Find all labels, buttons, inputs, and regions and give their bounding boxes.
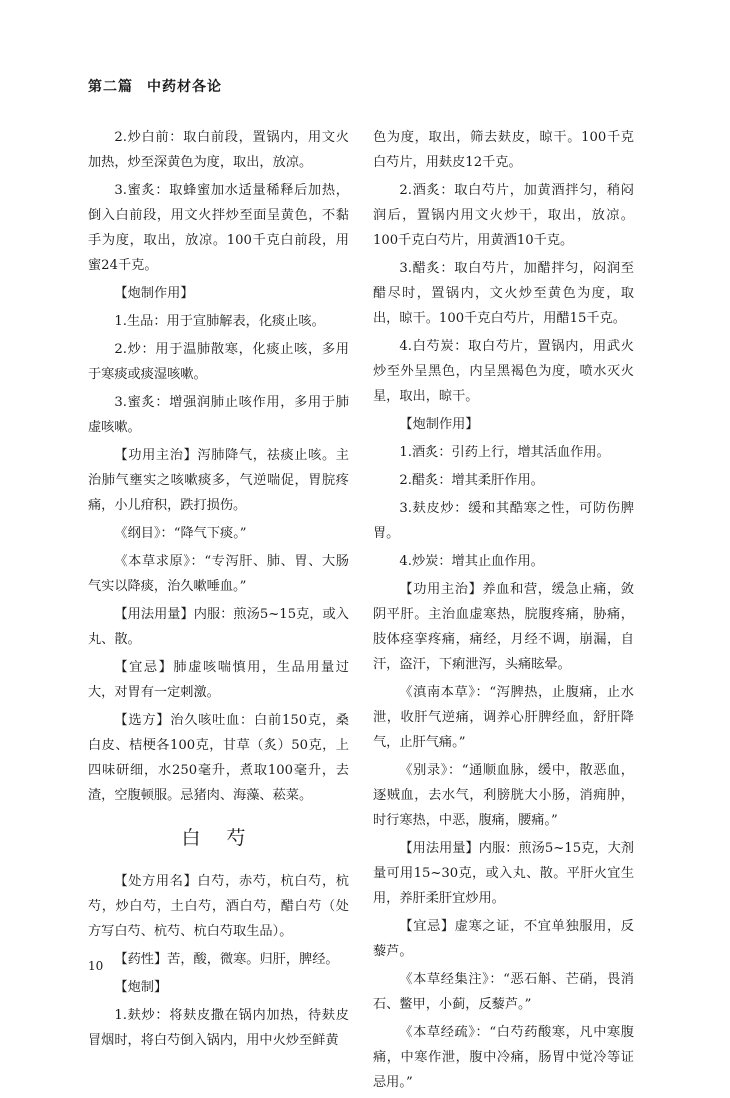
paragraph: 4.炒炭：增其止血作用。 xyxy=(399,554,544,569)
paragraph: 【炮制】 xyxy=(114,980,168,995)
section-title: 白 芍 xyxy=(181,827,256,849)
paragraph: 《本草求原》：“专泻肝、肺、胃、大肠气实以降痰，治久嗽唾血。” xyxy=(88,554,349,594)
paragraph: 【宜忌】肺虚咳喘慎用，生品用量过大，对胃有一定刺激。 xyxy=(88,660,349,700)
running-header xyxy=(88,76,222,96)
paragraph: 3.蜜炙：取蜂蜜加水适量稀释后加热，倒入白前段，用文火拌炒至面呈黄色，不黏手为度，取出，放凉。100千克白前段，用蜜24千克。 xyxy=(88,183,349,273)
paragraph: 【功用主治】养血和营，缓急止痛，敛阴平肝。主治血虚寒热，脘腹疼痛，胁痛，肢体痉挛疼痛，痛经，月经不调，崩漏，自汗，盗汗，下痢泄泻，头痛眩晕。 xyxy=(373,582,634,672)
paragraph: 3.麸皮炒：缓和其酷寒之性，可防伤脾胃。 xyxy=(373,501,634,541)
page-number: 10 xyxy=(88,959,104,973)
paragraph: 色为度，取出，筛去麸皮，晾干。100千克白芍片，用麸皮12千克。 xyxy=(373,130,634,170)
left-column xyxy=(88,125,349,1056)
paragraph: 2.炒：用于温肺散寒，化痰止咳，多用于寒痰或痰湿咳嗽。 xyxy=(88,342,349,382)
paragraph: 4.白芍炭：取白芍片，置锅内，用武火炒至外呈黑色，内呈黑褐色为度，喷水灭火星，取出，晾干。 xyxy=(373,339,634,404)
paragraph: 【功用主治】泻肺降气，祛痰止咳。主治肺气壅实之咳嗽痰多，气逆喘促，胃脘疼痛，小儿疳积，跌打损伤。 xyxy=(88,448,349,513)
paragraph: 【药性】苦，酸，微寒。归肝，脾经。 xyxy=(114,952,339,967)
paragraph: 【用法用量】内服：煎汤5~15克，大剂量可用15~30克，或入丸、散。平肝火宜生用，养肝柔肝宜炒用。 xyxy=(373,841,634,906)
paragraph: 2.醋炙：增其柔肝作用。 xyxy=(399,473,544,488)
header-part: 第二篇 xyxy=(88,79,133,95)
header-title: 中药材各论 xyxy=(147,79,222,95)
paragraph: 《纲目》：“降气下痰。” xyxy=(114,526,247,541)
paragraph: 2.酒炙：取白芍片，加黄酒拌匀，稍闷润后，置锅内用文火炒干，取出，放凉。100千克白芍片，用黄酒10千克。 xyxy=(373,183,634,248)
paragraph: 【选方】治久咳吐血：白前150克，桑白皮、桔梗各100克，甘草（炙）50克，上四味研细，水250毫升，煮取100毫升，去渣，空腹顿服。忌猪肉、海藻、菘菜。 xyxy=(88,713,349,803)
paragraph: 3.蜜炙：增强润肺止咳作用，多用于肺虚咳嗽。 xyxy=(88,395,349,435)
paragraph: 3.醋炙：取白芍片，加醋拌匀，闷润至醋尽时，置锅内，文火炒至黄色为度，取出，晾干。100千克白芍片，用醋15千克。 xyxy=(373,261,634,326)
paragraph: 《滇南本草》：“泻脾热，止腹痛，止水泄，收肝气逆痛，调养心肝脾经血，舒肝降气，止肝气痛。” xyxy=(373,685,634,750)
paragraph: 【处方用名】白芍，赤芍，杭白芍，杭芍，炒白芍，土白芍，酒白芍，醋白芍（处方写白芍、杭芍、杭白芍取生品）。 xyxy=(88,874,349,939)
paragraph: 【宜忌】虚寒之证，不宜单独服用，反藜芦。 xyxy=(373,919,634,959)
paragraph: 1.生品：用于宣肺解表，化痰止咳。 xyxy=(114,314,325,329)
paragraph: 《本草经疏》：“白芍药酸寒，凡中寒腹痛，中寒作泄，腹中冷痛，肠胃中觉冷等证忌用。” xyxy=(373,1025,634,1090)
paragraph: 2.炒白前：取白前段，置锅内，用文火加热，炒至深黄色为度，取出，放凉。 xyxy=(88,130,349,170)
right-column xyxy=(373,125,634,1098)
paragraph: 1.酒炙：引药上行，增其活血作用。 xyxy=(399,445,610,460)
paragraph: 【用法用量】内服：煎汤5~15克，或入丸、散。 xyxy=(88,607,349,647)
paragraph: 1.麸炒：将麸皮撒在锅内加热，待麸皮冒烟时，将白芍倒入锅内，用中火炒至鲜黄 xyxy=(88,1008,349,1048)
paragraph: 《本草经集注》：“恶石斛、芒硝，畏消石、鳖甲，小蓟，反藜芦。” xyxy=(373,972,634,1012)
paragraph: 【炮制作用】 xyxy=(114,286,194,301)
paragraph: 【炮制作用】 xyxy=(399,417,479,432)
paragraph: 《别录》：“通顺血脉，缓中，散恶血，逐贼血，去水气，利膀胱大小肠，消痈肿，时行寒热，中恶，腹痛，腰痛。” xyxy=(373,763,634,828)
